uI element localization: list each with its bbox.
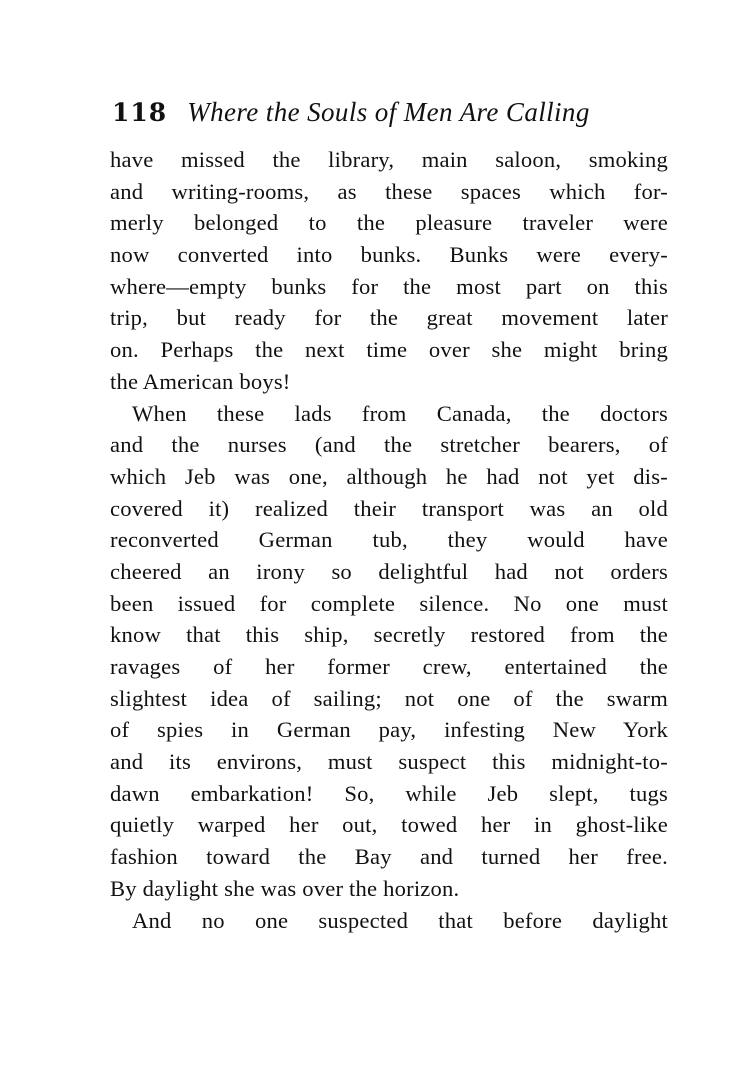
text-line: and its environs, must suspect this midnight-to- [110, 749, 668, 775]
text-line: covered it) realized their transport was an old [110, 495, 668, 521]
text-line: know that this ship, secretly restored from the [110, 622, 668, 648]
text-line: dawn embarkation! So, while Jeb slept, tugs [110, 780, 668, 806]
page-number: 118 [112, 98, 168, 127]
book-title: Where the Souls of Men Are Calling [187, 97, 590, 127]
text-line: been issued for complete silence. No one must [110, 590, 668, 616]
text-line: reconverted German tub, they would have [110, 527, 668, 553]
text-line: and writing-rooms, as these spaces which for- [110, 178, 668, 204]
text-line: By daylight she was over the horizon. [110, 875, 460, 901]
text-line: slightest idea of sailing; not one of the swarm [110, 685, 668, 711]
text-line: the American boys! [110, 368, 291, 394]
text-line: trip, but ready for the great movement later [110, 305, 668, 331]
text-line: quietly warped her out, towed her in ghost-like [110, 812, 668, 838]
text-line: And no one suspected that before daylight [132, 907, 668, 933]
text-line: which Jeb was one, although he had not yet dis- [110, 463, 668, 489]
text-line: on. Perhaps the next time over she might bring [110, 337, 668, 363]
text-line: When these lads from Canada, the doctors [132, 400, 668, 426]
text-line: and the nurses (and the stretcher bearers, of [110, 432, 668, 458]
text-line: now converted into bunks. Bunks were every- [110, 242, 668, 268]
text-line: ravages of her former crew, entertained the [110, 654, 668, 679]
text-line: where—empty bunks for the most part on this [110, 273, 668, 299]
running-head [112, 92, 660, 132]
text-line: fashion toward the Bay and turned her free. [110, 844, 668, 870]
text-line: merly belonged to the pleasure traveler were [110, 210, 668, 236]
text-line: of spies in German pay, infesting New York [110, 717, 668, 743]
text-line: have missed the library, main saloon, smoking [110, 147, 668, 172]
body-text [110, 144, 668, 936]
text-line: cheered an irony so delightful had not orders [110, 558, 668, 584]
